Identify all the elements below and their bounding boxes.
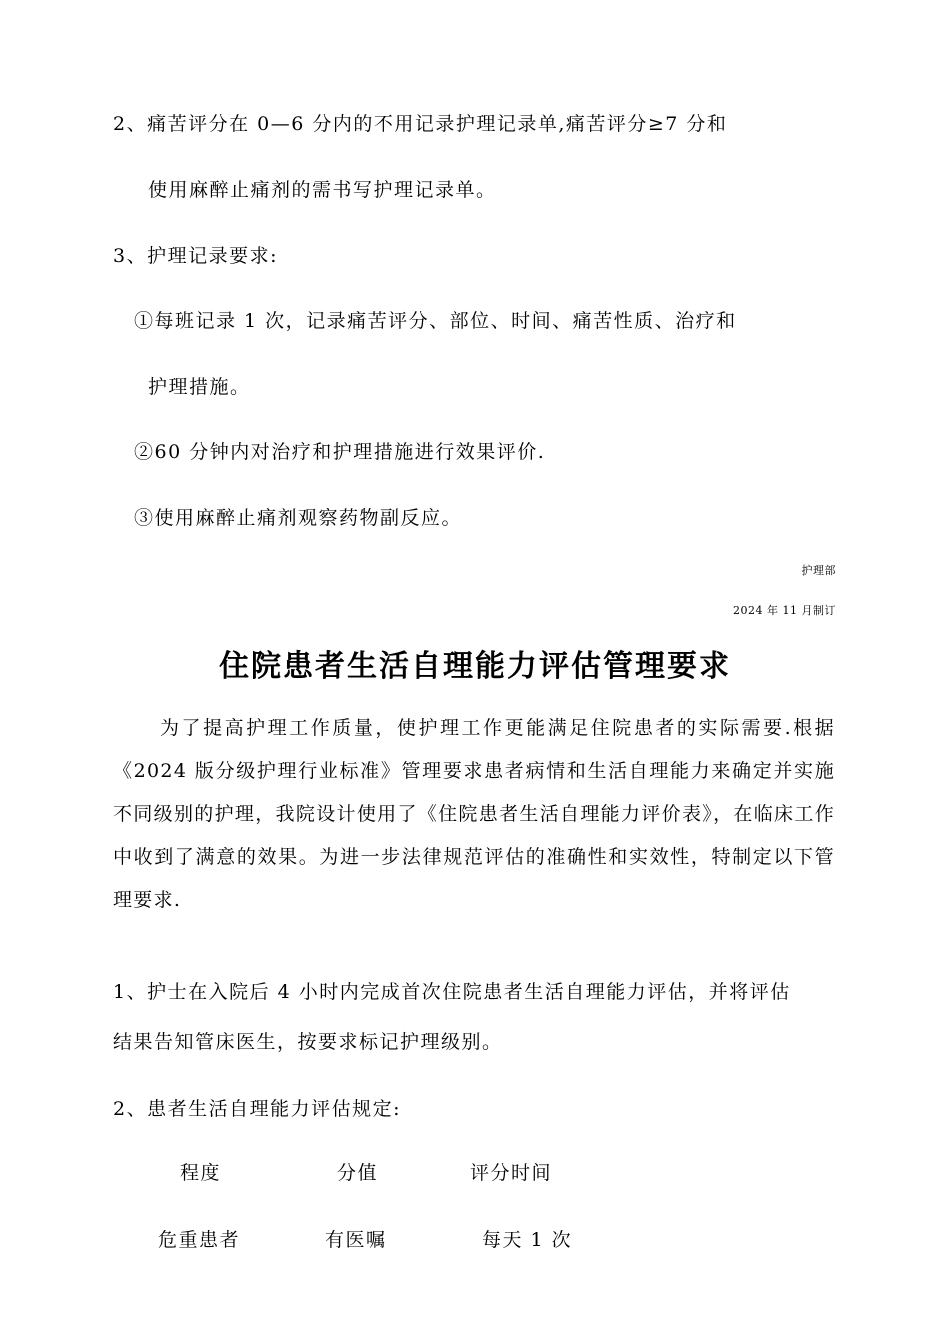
table-cell: 每天 1 次 <box>482 1229 573 1251</box>
intro-paragraph: 为了提高护理工作质量，使护理工作更能满足住院患者的实际需要.根据《2024 版分级护理行业标准》管理要求患者病情和生活自理能力来确定并实施不同级别的护理，我院设计使用了《住院患者生活自理能力评价表》，在临床工作中收到了满意的效果。为进一步法律规范评估的准确性和实效性，特制定以下管理要求. <box>113 717 835 911</box>
requirement-3: ③使用麻醉止痛剂观察药物副反应。 <box>134 507 463 529</box>
signature-date: 2024 年 11 月制订 <box>733 604 836 617</box>
table-cell: 危重患者 <box>158 1229 241 1251</box>
table-header-time: 评分时间 <box>470 1162 553 1184</box>
requirement-1-line1: ①每班记录 1 次，记录痛苦评分、部位、时间、痛苦性质、治疗和 <box>134 310 737 332</box>
selfcare-item2-heading: 2、患者生活自理能力评估规定: <box>113 1098 401 1120</box>
item3-heading: 3、护理记录要求: <box>113 245 278 267</box>
selfcare-item1-line1: 1、护士在入院后 4 小时内完成首次住院患者生活自理能力评估，并将评估 <box>113 981 791 1003</box>
requirement-1-line2: 护理措施。 <box>148 376 251 398</box>
table-header-score: 分值 <box>337 1162 379 1184</box>
table-cell: 有医嘱 <box>325 1229 387 1251</box>
item2-line2: 使用麻醉止痛剂的需书写护理记录单。 <box>148 179 497 201</box>
item2-line1: 2、痛苦评分在 0—6 分内的不用记录护理记录单,痛苦评分≥7 分和 <box>113 113 728 135</box>
signature-department: 护理部 <box>801 564 836 577</box>
requirement-2: ②60 分钟内对治疗和护理措施进行效果评价. <box>134 441 546 463</box>
page-title: 住院患者生活自理能力评估管理要求 <box>219 649 731 684</box>
selfcare-item1-line2: 结果告知管床医生，按要求标记护理级别。 <box>113 1031 503 1053</box>
table-header-degree: 程度 <box>180 1162 222 1184</box>
